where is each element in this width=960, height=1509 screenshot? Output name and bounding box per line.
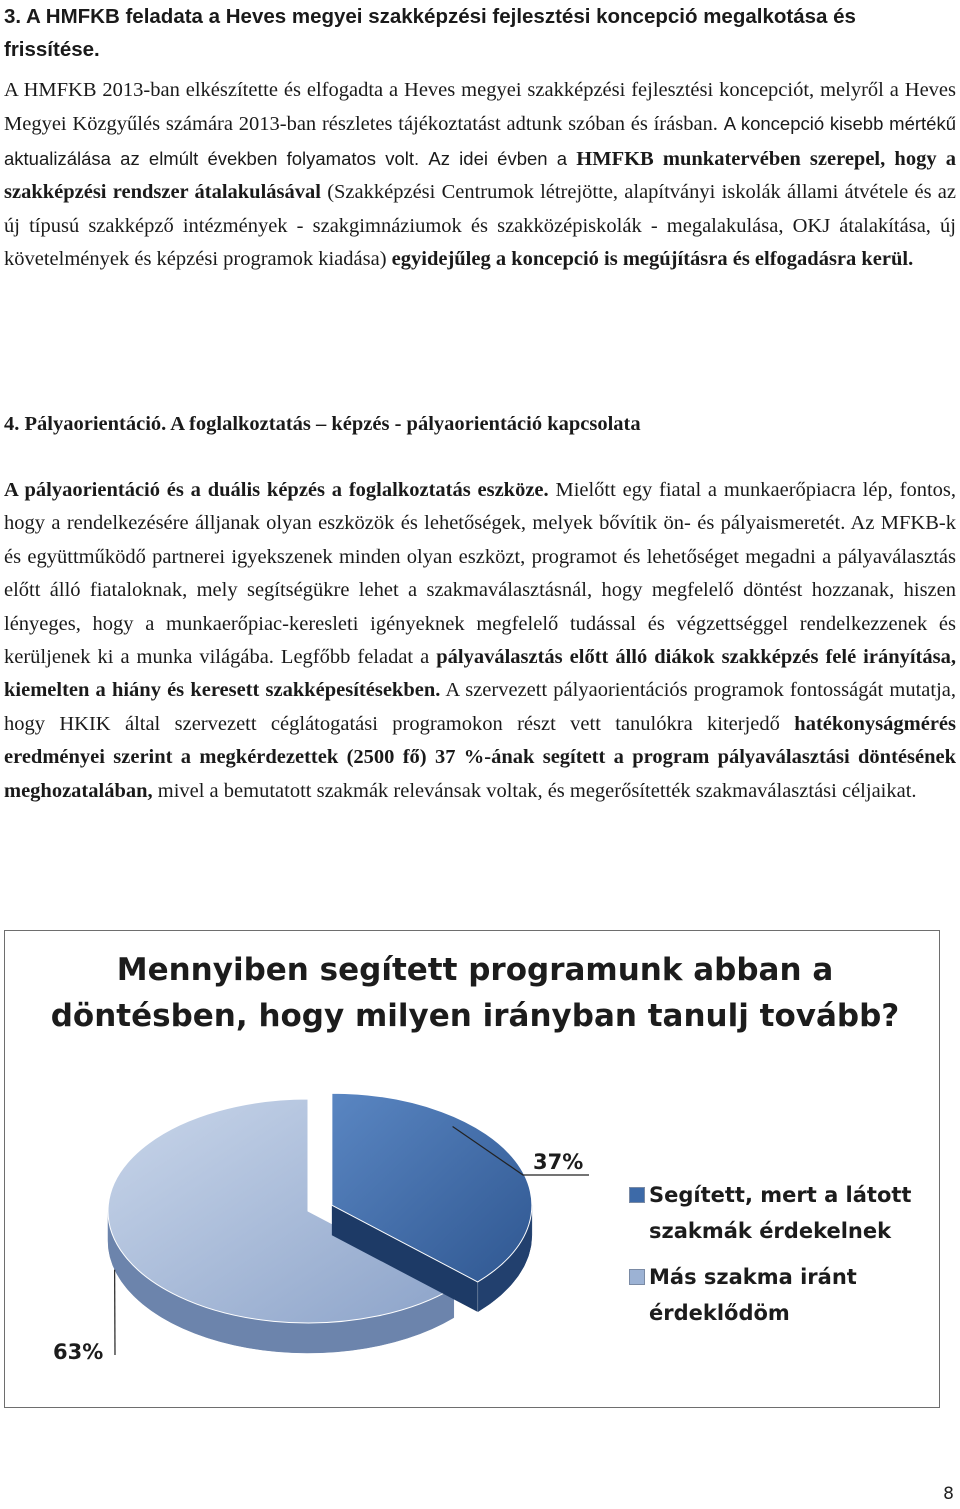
p1-text-c: Az idei évben a [428,147,568,169]
slice-label-63: 63% [53,1340,104,1364]
chart-title: Mennyiben segített programunk abban a döntésben, hogy milyen irányban tanulj tovább? [50,952,900,1034]
legend-item-other [625,1259,925,1331]
p2-bold-1: A pályaorientáció és a duális képzés a foglalkoztatás eszköze. [4,479,549,501]
p1-bold-d: HMFKB munkatervében szerepel, hogy a szakképzési rendszer átalakulásával [4,147,957,204]
legend-swatch-other [629,1269,645,1285]
pie-chart-figure [4,930,940,1408]
section-3-heading: 3. A HMFKB feladata a Heves megyei szakképzési fejlesztési koncepció megalkotása és frissítése. [4,5,856,61]
p2-bold-2: pályaválasztás előtt álló diákok szakképzés felé irányítása, kiemelten a hiány és keresett szakképesítésekben. [4,646,956,702]
p1-text-a: A HMFKB 2013-ban elkészítette és elfogadta a Heves megyei szakképzési fejlesztési koncepciót, melyről a Heves Megyei Közgyűlés számára 2013-ban részletes tájékoztatást adtunk szóban és írásban. [4,79,956,136]
chart-legend [625,1177,925,1341]
legend-swatch-helped [629,1187,645,1203]
p1-text-b: A koncepció kisebb mértékű aktualizálása az elmúlt években folyamatos volt. [4,113,956,169]
p1-text-e: (Szakképzési Centrumok létrejötte, alapítványi iskolák állami átvétele és az új típusú szakképző intézmények - szakgimnáziumok és szakközépiskolák - megalakulása, OKJ átalakítása, új követelmények és képzési programok kiadása) [4,181,956,271]
slice-label-37: 37% [533,1150,584,1174]
legend-item-helped [625,1177,925,1249]
page-number: 8 [943,1484,954,1504]
section-3-paragraph [4,74,956,276]
legend-label-helped: Segített, mert a látott szakmák érdekelnek [649,1183,912,1243]
p2-bold-3: hatékonyságmérés eredményei szerint a megkérdezettek (2500 fő) 37 %-ának segített a program pályaválasztási döntésének meghozatalában, [4,712,957,802]
legend-label-other: Más szakma iránt érdeklődöm [649,1265,857,1325]
p1-bold-f: egyidejűleg a koncepció is megújításra és elfogadásra kerül. [391,248,914,271]
p2-text-1: Mielőtt egy fiatal a munkaerőpiacra lép, fontos, hogy a rendelkezésére álljanak olyan eszközök és lehetőségek, melyek bővítik ön- és pályaismeretét. Az MFKB-k és együttműködő partnerei igyekszenek minden olyan eszközt, programot és lehetőséget megadni a pályaválasztás előtt álló fiataloknak, mely segítségükre lehet a szakmaválasztásnál, hogy megfelelő döntést hozzanak, hiszen lényeges, hogy a munkaerőpiac-keresleti igényeknek megfelelő tudással és végzettséggel rendelkezzenek és kerüljenek ki a munka világába. Legfőbb feladat a [4,479,957,669]
p2-text-3: mivel a bemutatott szakmák relevánsak voltak, és megerősítették szakmaválasztási céljaikat. [157,779,917,802]
p2-text-2: A szervezett pályaorientációs programok fontosságát mutatja, hogy HKIK által szervezett céglátogatási programokon részt vett tanulókra kiterjedő [4,679,957,735]
section-4-title: 4. Pályaorientáció. A foglalkoztatás – képzés - pályaorientáció kapcsolata [4,413,641,435]
section-4-paragraph [4,474,956,808]
pie-group [108,1093,532,1353]
